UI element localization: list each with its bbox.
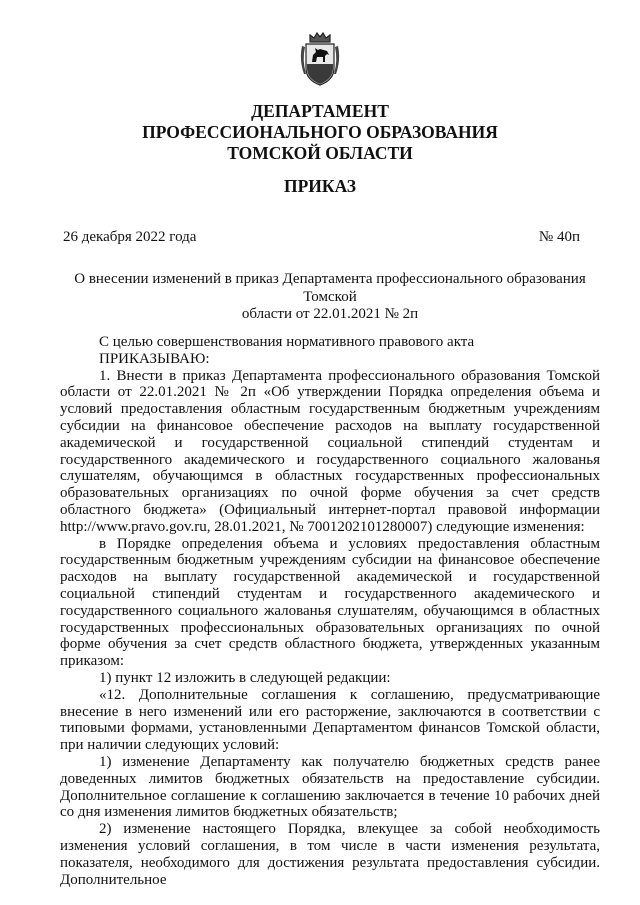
body-paragraph-condition-2: 2) изменение настоящего Порядка, влекущее за собой необходимость изменения условий соглашения, в том числе в части изменения результата, показателя, необходимого для достижения результата предоставления субсидии. Дополнительное <box>60 821 600 888</box>
order-subject <box>60 271 600 324</box>
subject-line-1: О внесении изменений в приказ Департамента профессионального образования Томской <box>74 271 586 305</box>
body-paragraph-item-1: 1. Внести в приказ Департамента профессионального образования Томской области от 22.01.2021 № 2п «Об утверждении Порядка определения объема и условий предоставления областным государственным бюджетным учреждениям субсидии на финансовое обеспечение расходов на выплату государственной академической и государственной социальной стипендий студентам и государственного академического и государственного социального жалованья слушателям, обучающимся в областных государственных профессиональных образовательных организациях по очной форме обучения за счет средств областного бюджета» (Официальный интернет-портал правовой информации http://www.pravo.gov.ru, 28.01.2021, № 7001202101280007) следующие изменения: <box>60 367 600 535</box>
department-line-3: ТОМСКОЙ ОБЛАСТИ <box>227 143 413 163</box>
body-paragraph-condition-1: 1) изменение Департаменту как получателю бюджетных средств ранее доведенных лимитов бюджетных обязательств на предоставление субсидии. Дополнительное соглашение к соглашению заключается в течение 10 рабочих дней со дня изменения лимитов бюджетных обязательств; <box>60 753 600 821</box>
body-paragraph-clause-12: «12. Дополнительные соглашения к соглашению, предусматривающие внесение в него изменений или его расторжение, заключаются в соответствии с типовыми формами, установленными Департаментом финансов Томской области, при наличии следующих условий: <box>60 686 600 754</box>
coat-of-arms-icon <box>296 30 344 88</box>
order-number: № 40п <box>538 229 580 245</box>
body-paragraph-procedure: в Порядке определения объема и условиях предоставления областным государственным бюджетным учреждениям субсидии на финансовое обеспечение расходов на выплату государственной академической и государственной социальной стипендий студентам и государственного академического и государственного социального жалованья слушателям, обучающимся в областных государственных профессиональных образовательных организациях по очной форме обучения за счет средств областного бюджета, утвержденных указанным приказом: <box>60 535 600 670</box>
department-line-1: ДЕПАРТАМЕНТ <box>251 101 389 121</box>
document-type-title: ПРИКАЗ <box>283 176 357 196</box>
body-paragraph-point-12: 1) пункт 12 изложить в следующей редакции: <box>99 669 391 686</box>
order-body <box>60 334 600 888</box>
body-paragraph-purpose: С целью совершенствования нормативного правового акта <box>99 334 475 350</box>
department-line-2: ПРОФЕССИОНАЛЬНОГО ОБРАЗОВАНИЯ <box>142 122 498 142</box>
subject-line-2: области от 22.01.2021 № 2п <box>241 306 419 322</box>
department-name <box>60 101 580 164</box>
body-paragraph-order-word: ПРИКАЗЫВАЮ: <box>99 350 210 367</box>
order-date: 26 декабря 2022 года <box>63 229 197 245</box>
